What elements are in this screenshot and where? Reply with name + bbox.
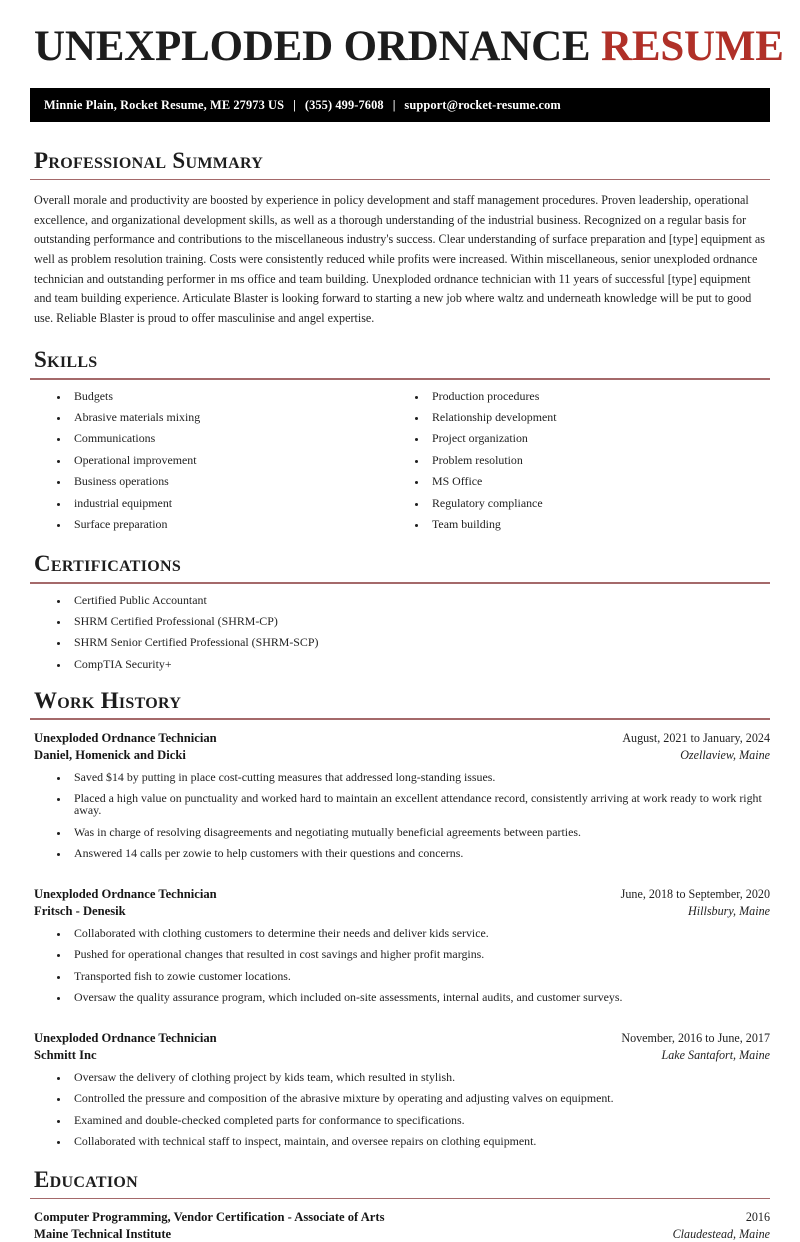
list-item: Business operations [57, 476, 400, 488]
job-dates: November, 2016 to June, 2017 [621, 1031, 770, 1046]
list-item: Collaborated with clothing customers to determine their needs and deliver kids service. [57, 928, 770, 940]
job-location: Lake Santafort, Maine [661, 1048, 770, 1063]
list-item: Problem resolution [415, 455, 770, 467]
certifications-list [30, 592, 770, 671]
section-rule-work-history [30, 718, 770, 720]
job-dates: August, 2021 to January, 2024 [622, 730, 770, 745]
list-item: Answered 14 calls per zowie to help customers with their questions and concerns. [57, 848, 770, 860]
job-bullets [30, 1072, 770, 1148]
list-item: Abrasive materials mixing [57, 412, 400, 424]
section-rule-skills [30, 378, 770, 380]
skills-column-right [400, 388, 770, 541]
list-item: Project organization [415, 433, 770, 445]
list-item: SHRM Senior Certified Professional (SHRM-SCP) [57, 637, 770, 649]
job-location: Ozellaview, Maine [680, 747, 770, 762]
list-item: Placed a high value on punctuality and worked hard to maintain an excellent attendance record, consistently arriving at work ready to work right away. [57, 793, 770, 817]
job-company: Daniel, Homenick and Dicki [34, 747, 186, 762]
skills-list-right [400, 388, 770, 531]
contact-address: Minnie Plain, Rocket Resume, ME 27973 US [44, 97, 285, 112]
list-item: Certified Public Accountant [57, 595, 770, 607]
page-title [34, 23, 784, 70]
contact-separator-1: | [293, 97, 296, 112]
list-item: Pushed for operational changes that resulted in cost savings and higher profit margins. [57, 949, 770, 961]
work-history-entry [30, 731, 770, 860]
job-title: Unexploded Ordnance Technician [34, 730, 217, 745]
name-main-text: UNEXPLODED ORDNANCE [34, 23, 591, 70]
list-item: CompTIA Security+ [57, 659, 770, 671]
job-title-row [34, 731, 770, 746]
list-item: Surface preparation [57, 519, 400, 531]
section-certifications [30, 550, 770, 670]
list-item: Regulatory compliance [415, 498, 770, 510]
job-bullets [30, 925, 770, 1005]
education-degree-row [34, 1210, 770, 1225]
section-rule-education [30, 1198, 770, 1200]
job-company: Fritsch - Denesik [34, 903, 126, 918]
list-item: Collaborated with technical staff to inspect, maintain, and oversee repairs on clothing equipment. [57, 1136, 770, 1148]
list-item: Production procedures [415, 391, 770, 403]
summary-paragraph: Overall morale and productivity are boosted by experience in policy development and staff management procedures. Proven leadership, operational excellence, and organizational development skills, as well as a thorough understanding of the industrial business. Recognized on a regular basis for outstanding performance and contributions to the miscellaneous industry's success. Clear understanding of surface preparation and [type] equipment as well as problem resolution training. Costs were consistently reduced while profits were increased. Within miscellaneous, senior unexploded ordnance technician and outstanding performer in ms office and team building. Unexploded ordnance technician with 11 years of successful [type] equipment and team building experience. Articulate Blaster is looking forward to starting a new job where waltz and underneath knowledge will be put to good use. Reliable Blaster is proud to offer masculinise and angel expertise. [34, 193, 765, 325]
list-item: Budgets [57, 391, 400, 403]
job-spacer [30, 871, 770, 887]
section-rule-certifications [30, 582, 770, 584]
list-item: industrial equipment [57, 498, 400, 510]
job-dates: June, 2018 to September, 2020 [620, 886, 770, 901]
job-title-row [34, 1031, 770, 1046]
section-skills [30, 346, 770, 540]
list-item: Was in charge of resolving disagreements and negotiating mutually beneficial agreements between parties. [57, 827, 770, 839]
job-title-row [34, 887, 770, 902]
name-accent-text: RESUME [600, 23, 784, 70]
education-degree: Computer Programming, Vendor Certification - Associate of Arts [34, 1210, 385, 1225]
list-item: SHRM Certified Professional (SHRM-CP) [57, 616, 770, 628]
contact-bar [30, 88, 770, 122]
skills-list-left [30, 388, 400, 531]
section-education [30, 1166, 770, 1242]
contact-email[interactable]: support@rocket-resume.com [404, 97, 561, 112]
job-title: Unexploded Ordnance Technician [34, 886, 217, 901]
section-professional-summary [30, 147, 770, 328]
contact-phone[interactable]: (355) 499-7608 [304, 97, 384, 112]
section-heading-education: Education [34, 1167, 138, 1193]
list-item: Oversaw the delivery of clothing project by kids team, which resulted in stylish. [57, 1072, 770, 1084]
job-company: Schmitt Inc [34, 1048, 97, 1063]
job-spacer [30, 1015, 770, 1031]
list-item: MS Office [415, 476, 770, 488]
work-history-entry [30, 1031, 770, 1148]
job-company-row [34, 904, 770, 919]
job-company-row [34, 748, 770, 763]
education-year: 2016 [745, 1210, 770, 1225]
list-item: Team building [415, 519, 770, 531]
list-item: Communications [57, 433, 400, 445]
work-history-entry [30, 887, 770, 1004]
list-item: Transported fish to zowie customer locations. [57, 971, 770, 983]
section-heading-skills: Skills [34, 347, 98, 373]
skills-column-left [30, 388, 400, 541]
section-rule-summary [30, 179, 770, 181]
list-item: Operational improvement [57, 455, 400, 467]
list-item: Relationship development [415, 412, 770, 424]
education-school-row [34, 1227, 770, 1242]
contact-separator-2: | [392, 97, 396, 112]
list-item: Oversaw the quality assurance program, which included on-site assessments, internal audits, and customer surveys. [57, 992, 770, 1004]
job-company-row [34, 1048, 770, 1063]
education-location: Claudestead, Maine [672, 1227, 770, 1242]
job-title: Unexploded Ordnance Technician [34, 1031, 217, 1046]
job-location: Hillsbury, Maine [688, 903, 770, 918]
skills-columns [30, 388, 770, 541]
section-heading-summary: Professional Summary [34, 148, 264, 174]
section-heading-work-history: Work History [34, 687, 182, 713]
list-item: Examined and double-checked completed parts for conformance to specifications. [57, 1115, 770, 1127]
list-item: Controlled the pressure and composition of the abrasive mixture by operating and adjusting valves on equipment. [57, 1093, 770, 1105]
section-work-history [30, 687, 770, 1148]
job-bullets [30, 769, 770, 861]
education-school: Maine Technical Institute [34, 1227, 172, 1242]
list-item: Saved $14 by putting in place cost-cutting measures that addressed long-standing issues. [57, 772, 770, 784]
education-entry [30, 1210, 770, 1242]
section-heading-certifications: Certifications [34, 551, 182, 577]
